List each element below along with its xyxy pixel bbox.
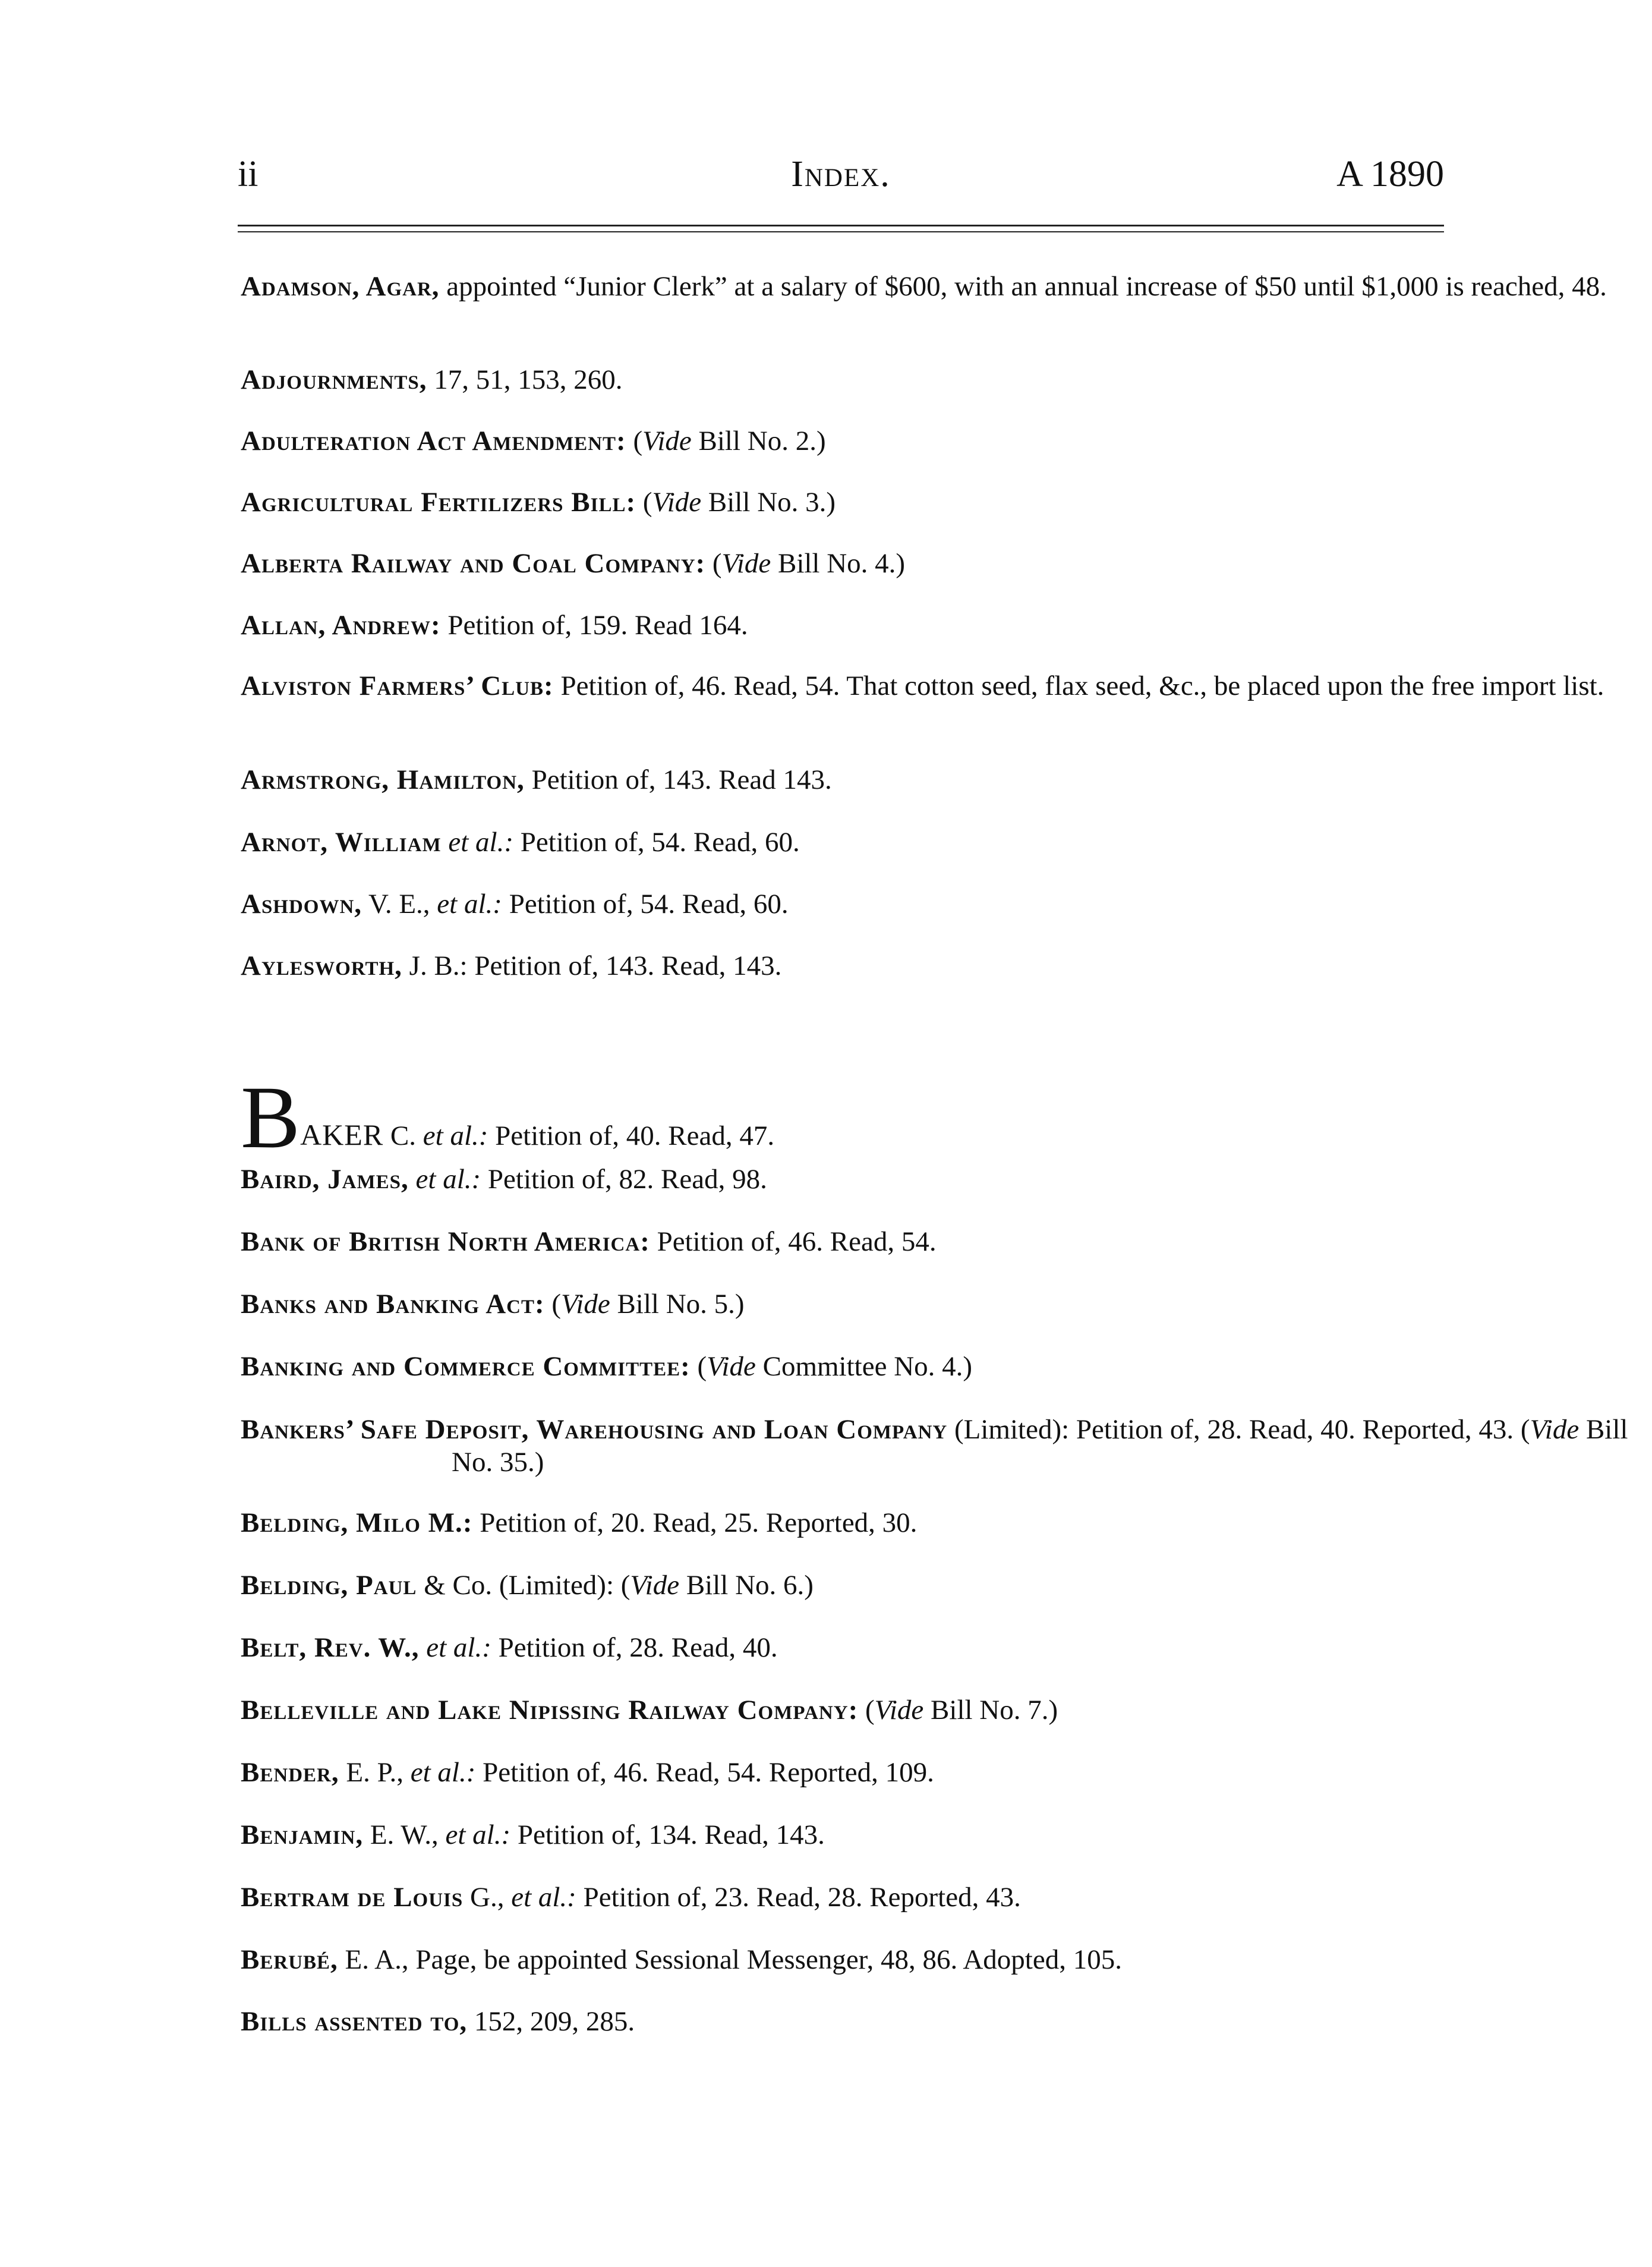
vide-ref: Vide xyxy=(874,1695,924,1726)
entry-text: Petition of, 28. Read, 40. xyxy=(491,1632,778,1663)
entry-text: Petition of, 23. Read, 28. Reported, 43. xyxy=(576,1882,1021,1913)
entry-text: Petition of, 54. Read, 60. xyxy=(513,827,800,858)
index-entry: Belding, Paul & Co. (Limited): (Vide Bill No. 6.) xyxy=(241,1570,814,1601)
entry-text: (Limited): Petition of, 28. Read, 40. Reported, 43. xyxy=(947,1414,1514,1445)
entry-name: Alberta Railway and Coal Company: xyxy=(241,548,706,579)
vide-ref: Vide xyxy=(630,1570,680,1601)
vide-ref: Vide xyxy=(721,548,771,579)
index-entry xyxy=(241,364,1652,396)
index-entry: Arnot, William et al.: Petition of, 54. Read, 60. xyxy=(241,827,800,858)
vide-ref: Vide xyxy=(707,1351,756,1382)
index-entry: Banking and Commerce Committee: (Vide Committee No. 4.) xyxy=(241,1351,973,1382)
entry-text: 152, 209, 285. xyxy=(467,2006,635,2037)
entry-name: Banking and Commerce Committee: xyxy=(241,1351,691,1382)
entry-name: Aylesworth, xyxy=(241,950,402,981)
entry-name: Adjournments, xyxy=(241,364,427,395)
entry-name: Banks and Banking Act: xyxy=(241,1289,545,1320)
entry-text: appointed “Junior Clerk” at a salary of $600, with an annual increase of $50 until $1,000 is reached, 48. xyxy=(439,271,1607,302)
vide-ref: Vide xyxy=(642,426,692,456)
index-entry xyxy=(241,1944,1652,1976)
entry-name: AKER xyxy=(300,1118,384,1151)
index-entry: Benjamin, E. W., et al.: Petition of, 134. Read, 143. xyxy=(241,1819,825,1850)
page-title: Index. xyxy=(791,154,891,194)
index-entry: Banks and Banking Act: (Vide Bill No. 5.) xyxy=(241,1289,745,1320)
index-entry: Alberta Railway and Coal Company: (Vide Bill No. 4.) xyxy=(241,548,906,579)
entry-name: Allan, Andrew: xyxy=(241,610,441,641)
index-entry: Aylesworth, J. B.: Petition of, 143. Read, 143. xyxy=(241,950,782,981)
index-entry: Adulteration Act Amendment: (Vide Bill No. 2.) xyxy=(241,426,826,456)
drop-cap-letter: B xyxy=(241,1068,301,1167)
page-header xyxy=(238,153,1444,201)
entry-name: Benjamin, xyxy=(241,1819,364,1850)
entry-text: Petition of, 46. Read, 54. xyxy=(650,1226,937,1257)
entry-name: Belt, Rev. W., xyxy=(241,1632,420,1663)
entry-text: Petition of, 134. Read, 143. xyxy=(510,1819,825,1850)
index-entry xyxy=(241,270,1652,303)
entry-text: Petition of, 46. Read, 54. That cotton seed, flax seed, &c., be placed upon the free import list. xyxy=(553,670,1604,701)
entry-name: Berubé, xyxy=(241,1944,338,1975)
index-entry: Belt, Rev. W., et al.: Petition of, 28. Read, 40. xyxy=(241,1632,778,1663)
entry-name: Belding, Milo M.: xyxy=(241,1507,473,1538)
index-entry xyxy=(241,1507,1652,1539)
entry-text: Petition of, 46. Read, 54. Reported, 109. xyxy=(475,1757,934,1788)
index-entry: Belleville and Lake Nipissing Railway Company: (Vide Bill No. 7.) xyxy=(241,1695,1058,1726)
page-year: A 1890 xyxy=(1336,154,1444,194)
entry-text: Petition of, 82. Read, 98. xyxy=(481,1164,767,1195)
index-entry: Bertram de Louis G., et al.: Petition of, 23. Read, 28. Reported, 43. xyxy=(241,1882,1021,1913)
entry-name: Bankers’ Safe Deposit, Warehousing and Loan Company xyxy=(241,1414,948,1445)
entry-name: Bertram de Louis xyxy=(241,1882,464,1913)
entry-name: Bills assented to, xyxy=(241,2006,468,2037)
entry-name: Armstrong, Hamilton, xyxy=(241,764,525,795)
vide-ref: Vide xyxy=(652,487,702,518)
entry-text: Petition of, 54. Read, 60. xyxy=(502,889,789,920)
entry-name: Agricultural Fertilizers Bill: xyxy=(241,487,636,518)
index-entry: Bankers’ Safe Deposit, Warehousing and Loan Company (Limited): Petition of, 28. Read, 40. Reported, 43. (Vide Bill No. 35.) xyxy=(241,1414,1628,1478)
index-entry: Agricultural Fertilizers Bill: (Vide Bill No. 3.) xyxy=(241,487,836,518)
entry-text: Petition of, 40. Read, 47. xyxy=(488,1120,775,1151)
entry-name: Adamson, Agar, xyxy=(241,271,440,302)
entry-name: Arnot, William xyxy=(241,827,442,858)
vide-ref: Vide xyxy=(1530,1414,1580,1445)
entry-text: Petition of, 159. Read 164. xyxy=(440,610,748,641)
entry-name: Bank of British North America: xyxy=(241,1226,650,1257)
entry-name: Belding, Paul xyxy=(241,1570,417,1601)
entry-name: Adulteration Act Amendment: xyxy=(241,426,626,456)
index-entry xyxy=(241,2005,1652,2038)
entry-name: Bender, xyxy=(241,1757,339,1788)
entry-name: Baird, James, xyxy=(241,1164,409,1195)
header-rule xyxy=(238,225,1444,232)
vide-ref: Vide xyxy=(561,1289,610,1320)
index-entry xyxy=(241,764,1652,796)
entry-text: 17, 51, 153, 260. xyxy=(427,364,623,395)
index-entry: Baird, James, et al.: Petition of, 82. Read, 98. xyxy=(241,1164,767,1195)
entry-text: & Co. (Limited): xyxy=(417,1570,614,1601)
index-entry: Ashdown, V. E., et al.: Petition of, 54. Read, 60. xyxy=(241,889,789,920)
index-entry xyxy=(241,609,1652,642)
entry-name: Ashdown, xyxy=(241,889,362,920)
index-entry-drop-cap: BAKER C. et al.: Petition of, 40. Read, 47. xyxy=(241,1068,775,1167)
entry-name: Alviston Farmers’ Club: xyxy=(241,670,554,701)
index-entry: Bender, E. P., et al.: Petition of, 46. Read, 54. Reported, 109. xyxy=(241,1757,934,1788)
entry-text: E. A., Page, be appointed Sessional Messenger, 48, 86. Adopted, 105. xyxy=(338,1944,1122,1975)
entry-text: Petition of, 143. Read 143. xyxy=(524,764,832,795)
entry-text: Petition of, 143. Read, 143. xyxy=(467,950,782,981)
page-number: ii xyxy=(238,154,258,194)
entry-text: Petition of, 20. Read, 25. Reported, 30. xyxy=(472,1507,918,1538)
index-entry xyxy=(241,1226,1652,1258)
index-entry xyxy=(241,670,1652,703)
entry-name: Belleville and Lake Nipissing Railway Company: xyxy=(241,1695,859,1726)
